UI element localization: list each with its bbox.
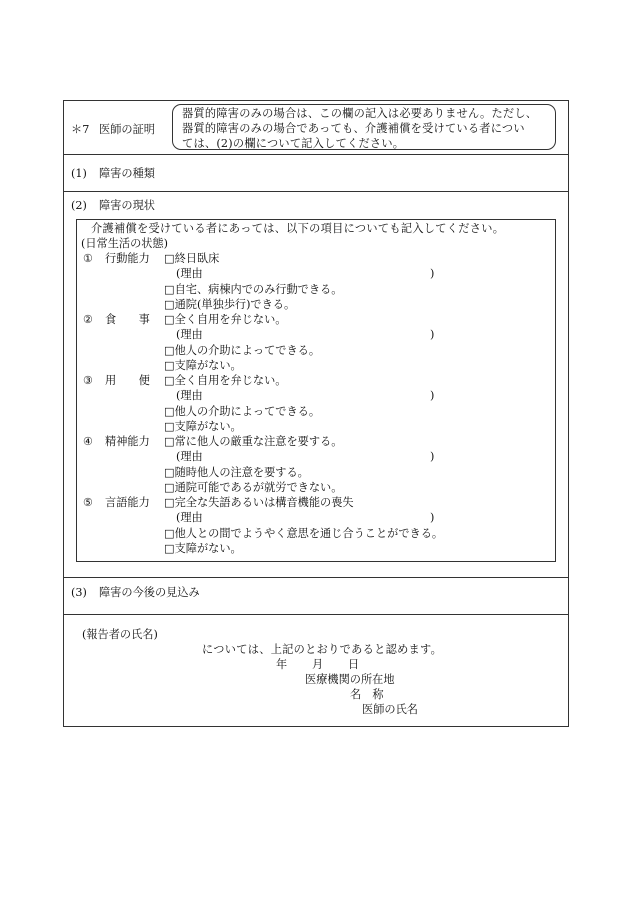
checkbox-option[interactable]: □ 随時他人の注意を要する。 xyxy=(164,467,309,478)
item-number: ⑤ xyxy=(83,496,94,509)
reason-open: (理由 xyxy=(176,389,203,402)
item-label: 行動能力 xyxy=(105,252,150,265)
divider xyxy=(63,577,569,578)
reason-open: (理由 xyxy=(176,450,203,463)
checkbox-option[interactable]: □ 他人の介助によってできる。 xyxy=(164,406,320,417)
note-line-2: 器質的障害のみの場合であっても、介護補償を受けている者につい xyxy=(182,122,525,135)
date-month: 月 xyxy=(312,658,324,671)
item-label: 用 便 xyxy=(105,374,150,387)
certification-statement: については、上記のとおりであると認めます。 xyxy=(202,643,443,656)
reason-close: ) xyxy=(430,450,435,463)
section2-number: (2) xyxy=(71,199,87,212)
checkbox-option[interactable]: □ 他人の介助によってできる。 xyxy=(164,345,320,356)
reason-close: ) xyxy=(430,267,435,280)
item-number: ④ xyxy=(83,435,94,448)
note-line-3: ては、(2)の欄について記入してください。 xyxy=(182,137,405,150)
reason-close: ) xyxy=(430,328,435,341)
divider xyxy=(63,191,569,192)
section1-title: 障害の種類 xyxy=(99,167,155,180)
section2-title: 障害の現状 xyxy=(99,199,155,212)
reason-open: (理由 xyxy=(176,511,203,524)
date-year: 年 xyxy=(276,658,288,671)
item-label: 精神能力 xyxy=(105,435,150,448)
date-day: 日 xyxy=(348,658,360,671)
checkbox-option[interactable]: □ 支障がない。 xyxy=(164,543,242,554)
reason-open: (理由 xyxy=(176,267,203,280)
institution-address-label: 医療機関の所在地 xyxy=(305,673,395,686)
checkbox-option[interactable]: □ 支障がない。 xyxy=(164,360,242,371)
checkbox-option[interactable]: □ 全く自用を弁じない。 xyxy=(164,375,286,386)
checkbox-option[interactable]: □ 完全な失語あるいは構音機能の喪失 xyxy=(164,497,354,508)
item-label: 言語能力 xyxy=(105,496,150,509)
daily-life-heading: (日常生活の状態) xyxy=(81,237,169,250)
institution-name-label: 名 称 xyxy=(350,688,384,701)
item-number: ② xyxy=(83,313,94,326)
section3-title: 障害の今後の見込み xyxy=(99,586,200,599)
item-number: ＊7 xyxy=(71,123,90,136)
item-number: ① xyxy=(83,252,94,265)
item-title: 医師の証明 xyxy=(99,123,155,136)
section2-intro: 介護補償を受けている者にあっては、以下の項目についても記入してください。 xyxy=(91,222,505,235)
reason-open: (理由 xyxy=(176,328,203,341)
item-number: ③ xyxy=(83,374,94,387)
checkbox-option[interactable]: □ 常に他人の厳重な注意を要する。 xyxy=(164,436,342,447)
checkbox-option[interactable]: □ 他人との間でようやく意思を通じ合うことができる。 xyxy=(164,528,443,539)
reporter-name-label: (報告者の氏名) xyxy=(82,628,158,641)
reason-close: ) xyxy=(430,389,435,402)
section1-number: (1) xyxy=(71,167,87,180)
section3-number: (3) xyxy=(71,586,87,599)
reason-close: ) xyxy=(430,511,435,524)
checkbox-option[interactable]: □ 通院(単独歩行)できる。 xyxy=(164,299,295,310)
checkbox-option[interactable]: □ 自宅、病棟内でのみ行動できる。 xyxy=(164,284,342,295)
checkbox-option[interactable]: □ 通院可能であるが就労できない。 xyxy=(164,482,342,493)
divider xyxy=(63,614,569,615)
note-line-1: 器質的障害のみの場合は、この欄の記入は必要ありません。ただし、 xyxy=(182,107,538,120)
daily-life-box xyxy=(76,219,556,562)
divider xyxy=(63,154,569,155)
checkbox-option[interactable]: □ 全く自用を弁じない。 xyxy=(164,314,286,325)
doctor-name-label: 医師の氏名 xyxy=(362,703,418,716)
checkbox-option[interactable]: □ 終日臥床 xyxy=(164,253,219,264)
checkbox-option[interactable]: □ 支障がない。 xyxy=(164,421,242,432)
item-label: 食 事 xyxy=(105,313,150,326)
